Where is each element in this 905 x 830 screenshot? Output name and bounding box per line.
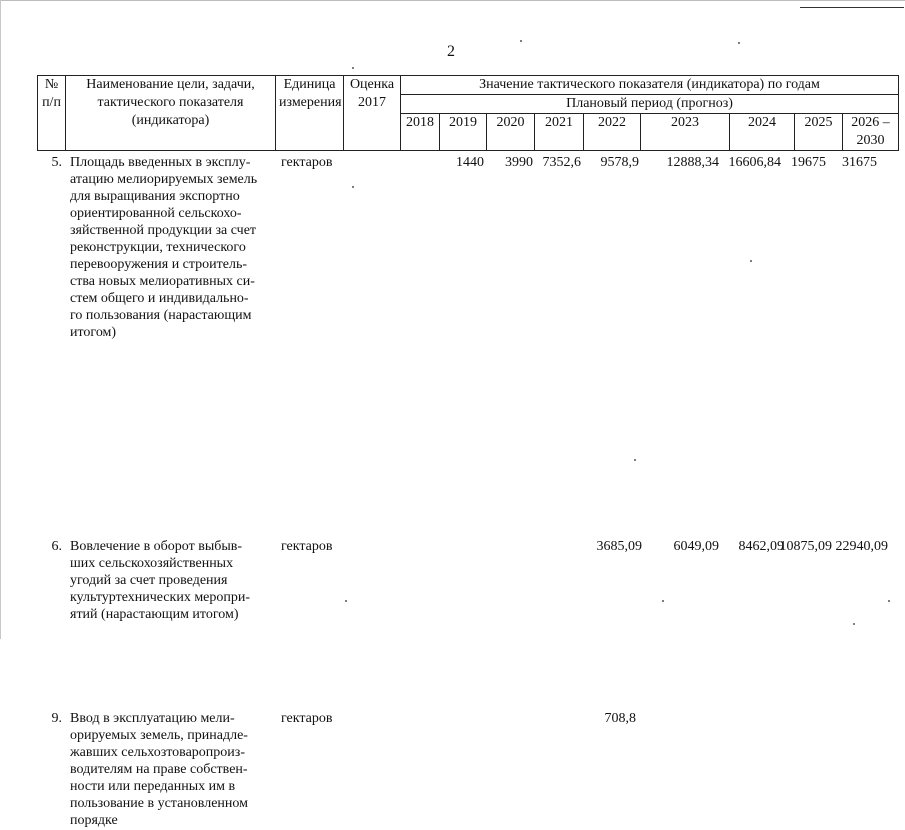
page-number: 2 <box>447 43 455 60</box>
value-2019: 1440 <box>456 155 484 170</box>
header-year: 2020 <box>487 114 535 151</box>
indicator-table-header <box>37 75 899 151</box>
value-2022: 3685,09 <box>596 539 642 554</box>
row-description: Вовлечение в оборот выбыв- ших сельскохозяйственных угодий за счет проведения культуртехнических меропри- ятий (нарастающим итогом) <box>70 539 251 622</box>
value-2025: 19675 <box>791 155 826 170</box>
header-name: Наименование цели, задачи, тактического показателя (индикатора) <box>66 76 276 151</box>
value-2021: 7352,6 <box>542 155 581 170</box>
scan-left-border <box>0 0 1 639</box>
table-row <box>37 154 888 346</box>
value-2022: 9578,9 <box>600 155 639 170</box>
row-number: 6. <box>51 539 62 554</box>
scan-top-border <box>0 0 905 1</box>
value-2025: 10875,09 <box>779 539 832 554</box>
scan-speck <box>634 459 636 461</box>
value-2022: 708,8 <box>604 711 636 726</box>
header-year: 2019 <box>440 114 487 151</box>
row-unit: гектаров <box>281 711 333 726</box>
row-description: Ввод в эксплуатацию мели- орируемых земель, принадле- жавших сельхозтоваропроиз- водителям на праве собствен- ности или переданных им в пользование в установленном порядке <box>70 711 248 828</box>
value-2020: 3990 <box>505 155 533 170</box>
scan-speck <box>345 600 347 602</box>
value-2026-2030: 22940,09 <box>835 539 888 554</box>
row-description: Площадь введенных в эксплу- атацию мелиорируемых земель для выращивания экспортно ориентированной сельскохо- зяйственной продукции за счет реконструкции, технического перевооружения и строитель- ства новых мелиоративных си- стем общего и индивидально- го пользования (нарастающим итогом) <box>70 155 258 340</box>
header-year: 2022 <box>584 114 641 151</box>
scan-speck <box>738 42 740 44</box>
scan-speck <box>853 623 855 625</box>
header-year: 2023 <box>641 114 730 151</box>
value-2024: 16606,84 <box>728 155 781 170</box>
scan-speck <box>888 600 890 602</box>
scan-speck <box>750 260 752 262</box>
header-year: 2026 – 2030 <box>843 114 899 151</box>
value-2023: 6049,09 <box>673 539 719 554</box>
header-unit: Единица измерения <box>276 76 344 151</box>
corner-rule <box>800 7 904 8</box>
header-year: 2021 <box>535 114 584 151</box>
header-planned-period: Плановый период (прогноз) <box>401 95 899 114</box>
scan-speck <box>662 600 664 602</box>
row-unit: гектаров <box>281 539 333 554</box>
value-2024: 8462,09 <box>738 539 784 554</box>
header-estimate: Оценка 2017 <box>344 76 401 151</box>
row-number: 5. <box>51 155 62 170</box>
value-2026-2030: 31675 <box>842 155 877 170</box>
header-year: 2025 <box>795 114 843 151</box>
header-year: 2024 <box>730 114 795 151</box>
scan-speck <box>352 186 354 188</box>
header-number: № п/п <box>38 76 66 151</box>
row-unit: гектаров <box>281 155 333 170</box>
table-row <box>37 710 888 830</box>
table-row <box>37 538 888 624</box>
header-year: 2018 <box>401 114 440 151</box>
indicator-rows <box>37 154 888 828</box>
value-2023: 12888,34 <box>666 155 719 170</box>
header-values-title: Значение тактического показателя (индикатора) по годам <box>401 76 899 95</box>
scan-speck <box>352 67 354 69</box>
scan-speck <box>520 40 522 42</box>
row-number: 9. <box>51 711 62 726</box>
